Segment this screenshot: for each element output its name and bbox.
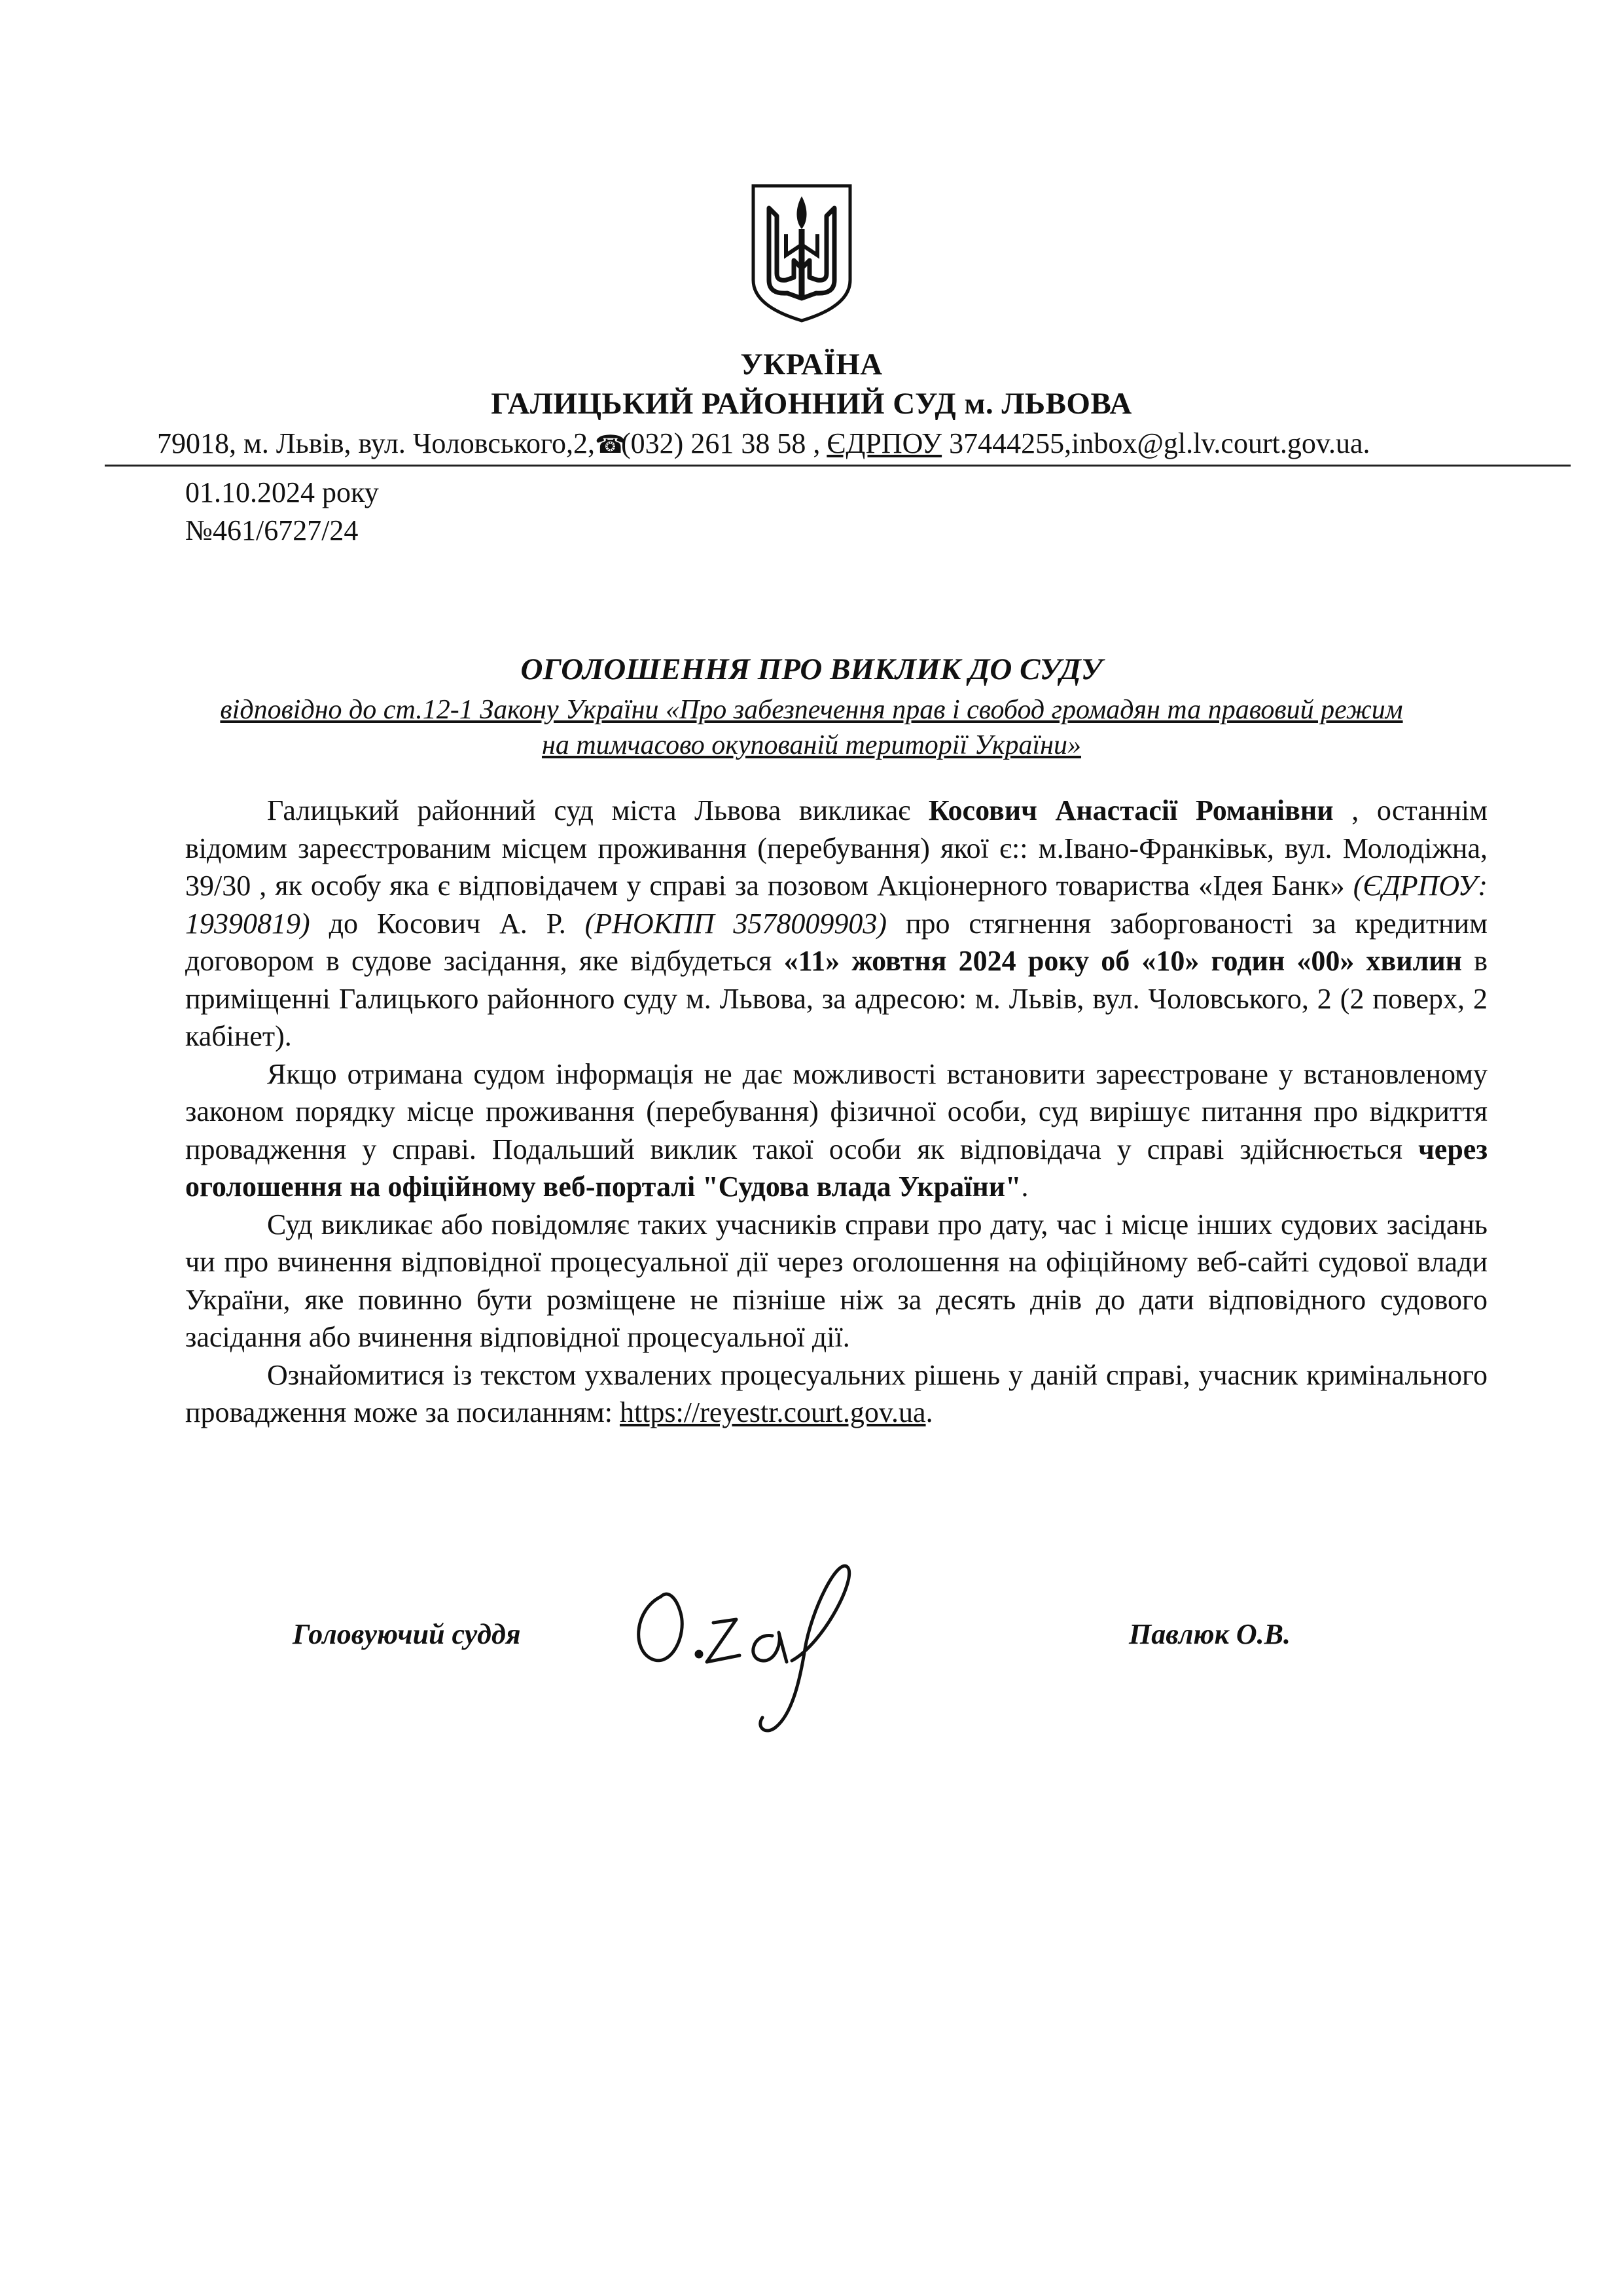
court-phone: (032) 261 38 58 , <box>621 427 821 459</box>
phone-icon: ☎ <box>595 431 626 459</box>
hearing-datetime: «11» жовтня 2024 року об «10» годин «00» хвилин <box>783 945 1463 977</box>
notice-subtitle-line-2: на тимчасово окупованій території України» <box>541 730 1082 760</box>
country-heading: УКРАЇНА <box>740 347 883 381</box>
edrpou-label: ЄДРПОУ <box>827 427 942 459</box>
handwritten-signature-icon <box>615 1551 903 1747</box>
portal-notice: через оголошення на офіційному веб-порталі "Судова влада України" <box>185 1133 1488 1203</box>
edrpou-and-email: 37444255,inbox@gl.lv.court.gov.ua. <box>949 427 1370 459</box>
defendant-name: Косович Анастасії Романівни <box>928 794 1334 826</box>
paragraph-further-notices: Суд викликає або повідомляє таких учасників справи про дату, час і місце інших судових засідань чи про вчинення відповідної процесуальної дії через оголошення на офіційному веб-сайті судової влади України, яке повинно бути розміщене не пізніше ніж за десять днів до дати відповідного судового засідання або вчинення відповідної процесуальної дії. <box>185 1208 1488 1353</box>
paragraph-registry: Ознайомитися із текстом ухвалених процесуальних рішень у даній справі, учасник кримінального провадження може за посиланням: https://reyestr.court.gov.ua. <box>185 1358 1488 1428</box>
notice-subtitle-line-1: відповідно до ст.12-1 Закону України «Про забезпечення прав і свобод громадян та правовий режим <box>220 695 1403 725</box>
notice-title: ОГОЛОШЕННЯ ПРО ВИКЛИК ДО СУДУ <box>520 652 1103 686</box>
defendant-rnokpp: (РНОКПП 3578009903) <box>584 907 887 940</box>
court-contacts <box>157 427 1531 460</box>
court-name-heading: ГАЛИЦЬКИЙ РАЙОННИЙ СУД м. ЛЬВОВА <box>491 387 1132 421</box>
presiding-judge-label: Головуючий суддя <box>293 1618 521 1650</box>
header-divider <box>105 465 1571 467</box>
presiding-judge-name: Павлюк О.В. <box>1129 1618 1291 1650</box>
document-date: 01.10.2024 року <box>185 476 379 508</box>
registry-link[interactable]: https://reyestr.court.gov.ua <box>619 1396 926 1428</box>
paragraph-summons: Галицький районний суд міста Львова викликає Косович Анастасії Романівни , останнім відомим зареєстрованим місцем проживання (перебування) якої є:: м.Івано-Франківьк, вул. Молодіжна, 39/30 , як особу яка є відповідачем у справі за позовом Акціонерного товариства «Ідея Банк» (ЄДРПОУ: 19390819) до Косович А. Р. (РНОКПП 3578009903) про стягнення заборгованості за кредитним договором в судове засідання, яке відбудеться «11» жовтня 2024 року об «10» годин «00» хвилин в приміщенні Галицького районного суду м. Львова, за адресою: м. Львів, вул. Чоловського, 2 (2 поверх, 2 кабінет). <box>185 794 1488 1052</box>
case-number: №461/6727/24 <box>185 514 359 546</box>
court-address: 79018, м. Львів, вул. Чоловського,2, <box>157 427 596 459</box>
plaintiff-edrpou: (ЄДРПОУ: 19390819) <box>185 870 1488 940</box>
tryzub-coat-of-arms-icon <box>749 182 854 325</box>
paragraph-address-info: Якщо отримана судом інформація не дає можливості встановити зареєстроване у встановленому законом порядку місце проживання (перебування) фізичної особи, суд вирішує питання про відкриття провадження у справі. Подальший виклик такої особи як відповідача у справі здійснюється через оголошення на офіційному веб-порталі "Судова влада України". <box>185 1057 1488 1203</box>
notice-subtitle <box>170 692 1453 763</box>
notice-body <box>185 792 1488 1432</box>
